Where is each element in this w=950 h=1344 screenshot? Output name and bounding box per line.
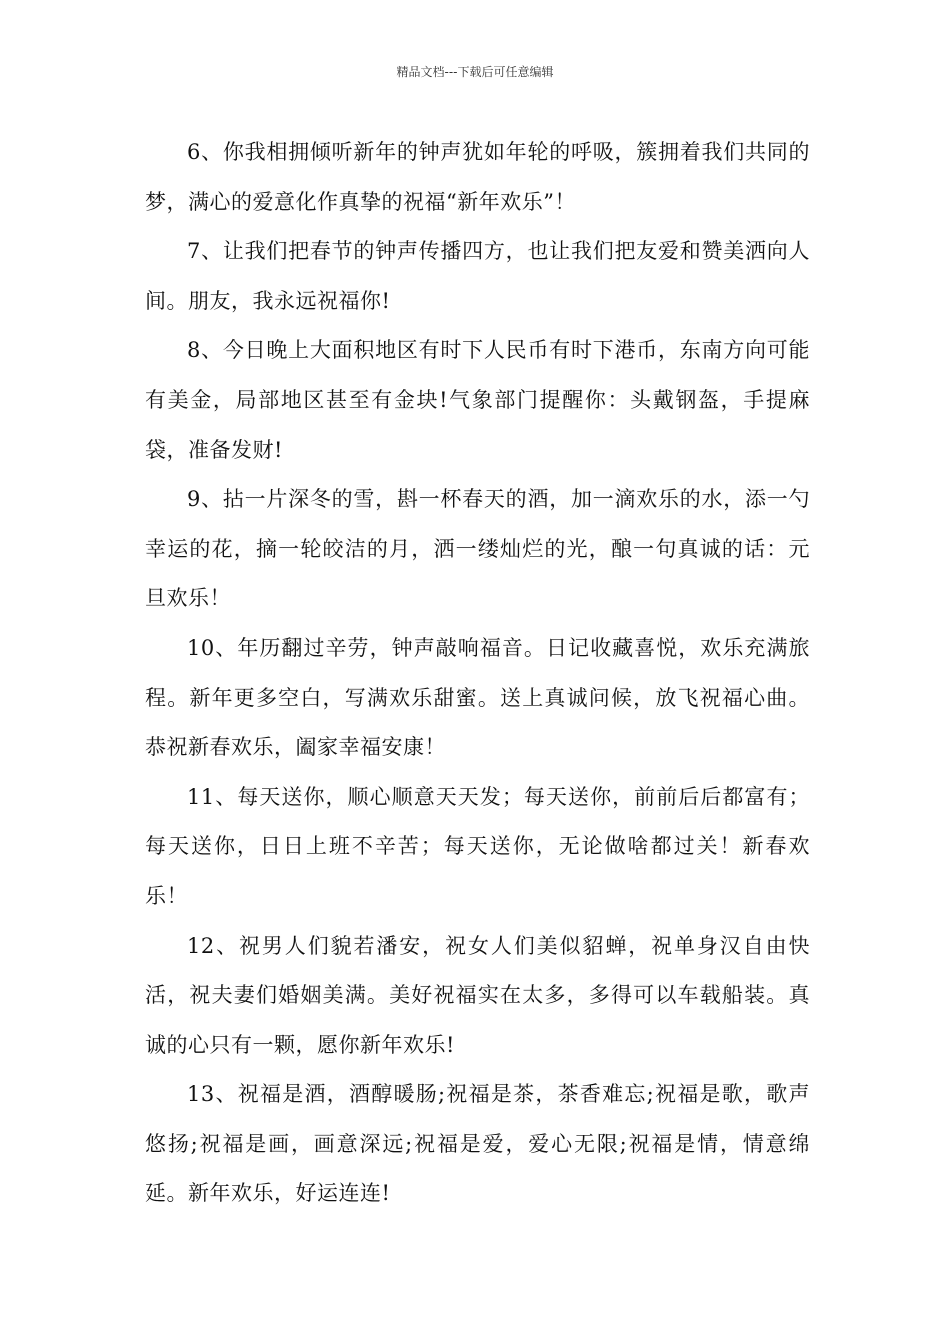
- document-body: [145, 128, 810, 1219]
- paragraph-13: 13、祝福是酒，酒醇暖肠;祝福是茶，茶香难忘;祝福是歌，歌声悠扬;祝福是画，画意深远;祝福是爱，爱心无限;祝福是情，情意绵延。新年欢乐，好运连连!: [145, 1082, 810, 1206]
- page-header: 精品文档---下载后可任意编辑: [396, 65, 554, 79]
- paragraph-8: 8、今日晚上大面积地区有时下人民币有时下港币，东南方向可能有美金，局部地区甚至有金块!气象部门提醒你：头戴钢盔，手提麻袋，准备发财!: [145, 338, 810, 462]
- paragraph-7: 7、让我们把春节的钟声传播四方，也让我们把友爱和赞美洒向人间。朋友，我永远祝福你!: [145, 239, 810, 313]
- paragraph-10: 10、年历翻过辛劳，钟声敲响福音。日记收藏喜悦，欢乐充满旅程。新年更多空白，写满欢乐甜蜜。送上真诚问候，放飞祝福心曲。恭祝新春欢乐，阖家幸福安康！: [145, 635, 810, 760]
- paragraph-12: 12、祝男人们貌若潘安，祝女人们美似貂蝉，祝单身汉自由快活，祝夫妻们婚姻美满。美好祝福实在太多，多得可以车载船装。真诚的心只有一颗，愿你新年欢乐!: [145, 933, 810, 1057]
- paragraph-11: 11、每天送你，顺心顺意天天发；每天送你，前前后后都富有；每天送你，日日上班不辛苦；每天送你，无论做啥都过关！新春欢乐！: [145, 784, 810, 908]
- paragraph-6: 6、你我相拥倾听新年的钟声犹如年轮的呼吸，簇拥着我们共同的梦，满心的爱意化作真挚的祝福“新年欢乐”！: [145, 140, 810, 214]
- paragraph-9: 9、拈一片深冬的雪，斟一杯春天的酒，加一滴欢乐的水，添一勺幸运的花，摘一轮皎洁的月，洒一缕灿烂的光，酿一句真诚的话：元旦欢乐！: [145, 487, 810, 611]
